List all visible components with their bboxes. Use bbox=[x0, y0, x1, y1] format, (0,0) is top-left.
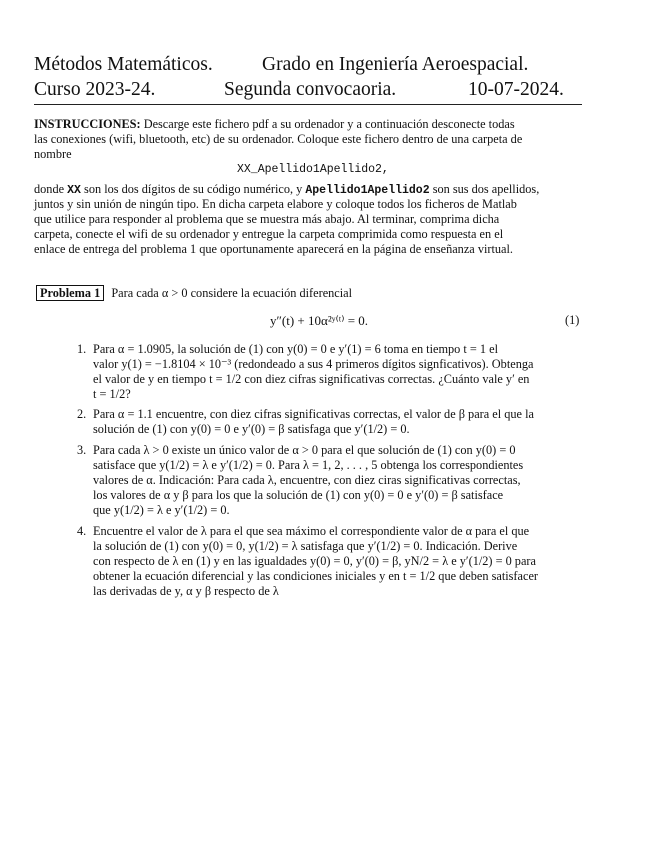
call-name: Segunda convocaoria. bbox=[224, 79, 397, 100]
instructions-line-8: enlace de entrega del problema 1 que oportunamente aparecerá en la página de enseñanza virtual. bbox=[34, 242, 513, 256]
item-1-number: 1. bbox=[77, 342, 87, 356]
problem-label: Problema 1 bbox=[36, 285, 104, 301]
item-3-line-4: los valores de α y β para los que la solución de (1) con y(0) = 0 e y′(0) = β satisface bbox=[93, 488, 504, 502]
exam-date: 10-07-2024. bbox=[468, 79, 564, 100]
item-2-number: 2. bbox=[77, 407, 87, 421]
folder-name: XX_Apellido1Apellido2, bbox=[237, 163, 389, 176]
item-3-line-1: Para cada λ > 0 existe un único valor de α > 0 para el que solución de (1) con y(0) = 0 bbox=[93, 443, 516, 457]
item-4-line-5: las derivadas de y, α y β respecto de λ bbox=[93, 584, 279, 598]
course-title: Métodos Matemáticos. bbox=[34, 54, 213, 75]
problem-header bbox=[36, 285, 352, 301]
header-rule bbox=[34, 104, 582, 105]
item-3-line-5: que y(1/2) = λ e y′(1/2) = 0. bbox=[93, 503, 230, 517]
apellidos-token: Apellido1Apellido2 bbox=[305, 184, 430, 197]
equation-number: (1) bbox=[565, 313, 580, 327]
item-3-line-3: valores de α. Indicación: Para cada λ, encuentre, con diez ciras significativas correctas, bbox=[93, 473, 521, 487]
course-year: Curso 2023-24. bbox=[34, 79, 156, 100]
main-equation: y″(t) + 10α²ʸ⁽ᵗ⁾ = 0. bbox=[270, 313, 369, 328]
item-1-line-2: valor y(1) = −1.8104 × 10⁻³ (redondeado a sus 4 primeros dígitos signficativos). Obtenga bbox=[93, 357, 534, 371]
problem-intro: Para cada α > 0 considere la ecuación diferencial bbox=[111, 286, 353, 300]
instructions-line-3: nombre bbox=[34, 147, 72, 161]
instructions-line-6: que utilice para responder al problema que se muestra más abajo. Al terminar, comprima dicha bbox=[34, 212, 500, 226]
item-2-line-2: solución de (1) con y(0) = 0 e y′(0) = β satisfaga que y′(1/2) = 0. bbox=[93, 422, 410, 436]
item-4-line-4: obtener la ecuación diferencial y las condiciones iniciales y en t = 1/2 que deben satisfacer bbox=[93, 569, 538, 583]
degree-title: Grado en Ingeniería Aeroespacial. bbox=[262, 54, 529, 75]
item-2-line-1: Para α = 1.1 encuentre, con diez cifras significativas correctas, el valor de β para el que la bbox=[93, 407, 534, 421]
instructions-line-5: juntos y sin unión de ningún tipo. En dicha carpeta elabore y coloque todos los ficheros de Matlab bbox=[34, 197, 517, 211]
instructions-label: INSTRUCCIONES: bbox=[34, 117, 141, 131]
instructions-line-2: las conexiones (wifi, bluetooth, etc) de su ordenador. Coloque este fichero dentro de una carpeta de bbox=[34, 132, 523, 146]
item-4-line-1: Encuentre el valor de λ para el que sea máximo el correspondiente valor de α para el que bbox=[93, 524, 530, 538]
item-3-line-2: satisface que y(1/2) = λ e y′(1/2) = 0. Para λ = 1, 2, . . . , 5 obtenga los correspondientes bbox=[93, 458, 524, 472]
item-4-line-2: la solución de (1) con y(0) = 0, y(1/2) = λ satisfaga que y′(1/2) = 0. Indicación. Derive bbox=[93, 539, 518, 553]
item-4-line-3: con respecto de λ en (1) y en las igualdades y(0) = 0, y′(0) = β, yN/2 = λ e y′(1/2) = 0 para bbox=[93, 554, 536, 568]
instructions-line-7: carpeta, conecte el wifi de su ordenador y entregue la carpeta comprimida como respuesta en el bbox=[34, 227, 504, 241]
item-1-line-1: Para α = 1.0905, la solución de (1) con y(0) = 0 e y′(1) = 6 toma en tiempo t = 1 el bbox=[93, 342, 499, 356]
item-1-line-4: t = 1/2? bbox=[93, 387, 131, 401]
instructions-line-4: donde XX son los dos dígitos de su código numérico, y Apellido1Apellido2 son sus dos apellidos, bbox=[34, 182, 540, 197]
item-4-number: 4. bbox=[77, 524, 87, 538]
item-3-number: 3. bbox=[77, 443, 87, 457]
xx-token: XX bbox=[67, 184, 81, 197]
item-1-line-3: el valor de y en tiempo t = 1/2 con diez cifras significativas correctas. ¿Cuánto vale y′ en bbox=[93, 372, 530, 386]
instructions-line-1: INSTRUCCIONES: Descarge este fichero pdf a su ordenador y a continuación desconecte todas bbox=[34, 117, 515, 131]
